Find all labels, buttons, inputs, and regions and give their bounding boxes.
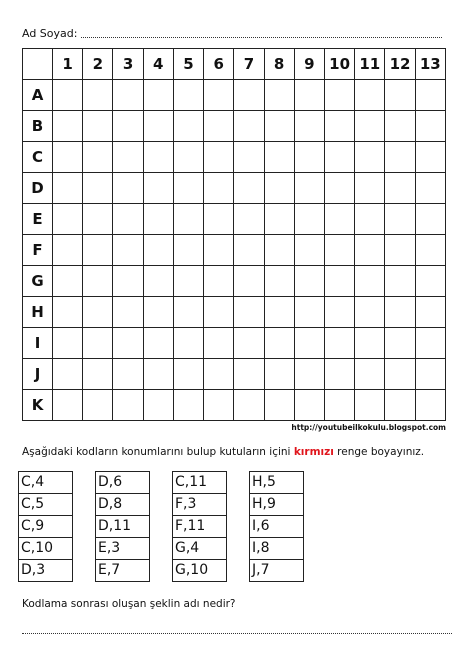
code-column (95, 471, 150, 582)
column-header: 3 (113, 49, 143, 80)
grid-cell[interactable] (324, 266, 354, 297)
grid-header-row (23, 49, 446, 80)
grid-cell[interactable] (415, 266, 445, 297)
grid-cell[interactable] (324, 142, 354, 173)
grid-cell[interactable] (234, 111, 264, 142)
row-header: G (23, 266, 53, 297)
grid-row (23, 266, 446, 297)
grid-cell[interactable] (294, 297, 324, 328)
instruction-after: renge boyayınız. (333, 446, 425, 458)
grid-cell[interactable] (143, 297, 173, 328)
grid-cell[interactable] (143, 235, 173, 266)
code-cell: H,5 (249, 471, 304, 494)
grid-cell[interactable] (264, 204, 294, 235)
column-header: 12 (385, 49, 415, 80)
grid-row (23, 328, 446, 359)
grid-cell[interactable] (204, 390, 234, 421)
column-header: 10 (324, 49, 354, 80)
code-cell: E,3 (95, 537, 150, 560)
grid-cell[interactable] (324, 111, 354, 142)
grid-cell[interactable] (324, 297, 354, 328)
grid-cell[interactable] (83, 359, 113, 390)
grid-cell[interactable] (204, 266, 234, 297)
code-cell: D,11 (95, 515, 150, 538)
code-cell: G,4 (172, 537, 227, 560)
grid-cell[interactable] (355, 142, 385, 173)
column-header: 4 (143, 49, 173, 80)
grid-cell[interactable] (385, 111, 415, 142)
grid-cell[interactable] (234, 390, 264, 421)
grid-cell[interactable] (53, 359, 83, 390)
row-header: H (23, 297, 53, 328)
grid-cell[interactable] (355, 390, 385, 421)
row-header: E (23, 204, 53, 235)
grid-cell[interactable] (234, 297, 264, 328)
grid-cell[interactable] (143, 80, 173, 111)
grid-row (23, 142, 446, 173)
column-header: 11 (355, 49, 385, 80)
grid-cell[interactable] (324, 359, 354, 390)
grid-cell[interactable] (143, 111, 173, 142)
grid-cell[interactable] (385, 359, 415, 390)
grid-cell[interactable] (53, 390, 83, 421)
grid-cell[interactable] (173, 328, 203, 359)
grid-cell[interactable] (234, 204, 264, 235)
grid-cell[interactable] (204, 204, 234, 235)
instruction-text (22, 446, 462, 458)
grid-cell[interactable] (415, 111, 445, 142)
grid-cell[interactable] (113, 266, 143, 297)
grid-cell[interactable] (204, 142, 234, 173)
grid-cell[interactable] (173, 266, 203, 297)
name-dotted-line[interactable] (81, 27, 442, 38)
grid-cell[interactable] (83, 80, 113, 111)
grid-cell[interactable] (264, 142, 294, 173)
code-cell: C,10 (18, 537, 73, 560)
grid-cell[interactable] (385, 142, 415, 173)
code-cell: C,9 (18, 515, 73, 538)
grid-cell[interactable] (83, 266, 113, 297)
grid-cell[interactable] (53, 142, 83, 173)
row-header: A (23, 80, 53, 111)
grid-cell[interactable] (83, 390, 113, 421)
grid-cell[interactable] (385, 173, 415, 204)
grid-cell[interactable] (234, 266, 264, 297)
grid-cell[interactable] (294, 328, 324, 359)
grid-cell[interactable] (143, 328, 173, 359)
grid-cell[interactable] (264, 390, 294, 421)
code-cell: F,11 (172, 515, 227, 538)
grid-cell[interactable] (294, 266, 324, 297)
grid-cell[interactable] (173, 80, 203, 111)
code-cell: C,5 (18, 493, 73, 516)
instruction-before: Aşağıdaki kodların konumlarını bulup kutuların içini (22, 446, 294, 458)
grid-cell[interactable] (385, 297, 415, 328)
grid-cell[interactable] (83, 235, 113, 266)
grid-cell[interactable] (415, 328, 445, 359)
grid-cell[interactable] (385, 235, 415, 266)
grid-cell[interactable] (234, 142, 264, 173)
grid-cell[interactable] (264, 359, 294, 390)
name-field[interactable] (22, 24, 442, 40)
code-list (18, 471, 304, 582)
row-header: C (23, 142, 53, 173)
grid-cell[interactable] (173, 111, 203, 142)
grid-cell[interactable] (415, 173, 445, 204)
grid-cell[interactable] (53, 235, 83, 266)
grid-cell[interactable] (204, 111, 234, 142)
row-header: D (23, 173, 53, 204)
grid-cell[interactable] (264, 297, 294, 328)
code-cell: E,7 (95, 559, 150, 582)
grid-cell[interactable] (264, 111, 294, 142)
grid-cell[interactable] (113, 111, 143, 142)
grid-cell[interactable] (143, 390, 173, 421)
code-cell: H,9 (249, 493, 304, 516)
grid-cell[interactable] (264, 266, 294, 297)
grid-row (23, 80, 446, 111)
grid-cell[interactable] (83, 142, 113, 173)
code-cell: I,8 (249, 537, 304, 560)
grid-cell[interactable] (113, 328, 143, 359)
grid-cell[interactable] (204, 297, 234, 328)
grid-cell[interactable] (173, 142, 203, 173)
grid-cell[interactable] (234, 328, 264, 359)
grid-cell[interactable] (143, 173, 173, 204)
grid-cell[interactable] (355, 328, 385, 359)
grid-cell[interactable] (83, 204, 113, 235)
grid-cell[interactable] (173, 173, 203, 204)
grid-cell[interactable] (113, 173, 143, 204)
grid-cell[interactable] (113, 235, 143, 266)
grid-cell[interactable] (83, 328, 113, 359)
answer-dotted-line[interactable] (22, 632, 452, 634)
grid-row (23, 359, 446, 390)
row-header: I (23, 328, 53, 359)
code-cell: G,10 (172, 559, 227, 582)
grid-cell[interactable] (143, 204, 173, 235)
code-column (249, 471, 304, 582)
grid-cell[interactable] (294, 173, 324, 204)
grid-cell[interactable] (53, 111, 83, 142)
code-cell: F,3 (172, 493, 227, 516)
code-cell: C,11 (172, 471, 227, 494)
column-header: 1 (53, 49, 83, 80)
grid-cell[interactable] (294, 204, 324, 235)
grid-cell[interactable] (385, 328, 415, 359)
grid-row (23, 173, 446, 204)
grid-cell[interactable] (113, 204, 143, 235)
grid-cell[interactable] (355, 173, 385, 204)
grid-cell[interactable] (385, 204, 415, 235)
grid-cell[interactable] (294, 142, 324, 173)
code-cell: D,3 (18, 559, 73, 582)
grid-cell[interactable] (83, 111, 113, 142)
grid-cell[interactable] (264, 173, 294, 204)
code-cell: J,7 (249, 559, 304, 582)
grid-cell[interactable] (173, 204, 203, 235)
instruction-highlight: kırmızı (293, 446, 334, 458)
grid-row (23, 204, 446, 235)
grid-cell[interactable] (204, 359, 234, 390)
grid-cell[interactable] (324, 204, 354, 235)
grid-cell[interactable] (294, 390, 324, 421)
grid-cell[interactable] (173, 297, 203, 328)
grid-cell[interactable] (53, 266, 83, 297)
grid-row (23, 235, 446, 266)
grid-cell[interactable] (355, 359, 385, 390)
grid-cell[interactable] (355, 297, 385, 328)
grid-cell[interactable] (294, 80, 324, 111)
grid-cell[interactable] (234, 173, 264, 204)
column-header: 2 (83, 49, 113, 80)
grid-cell[interactable] (234, 235, 264, 266)
grid-cell[interactable] (53, 297, 83, 328)
grid-cell[interactable] (143, 359, 173, 390)
grid-cell[interactable] (53, 328, 83, 359)
grid-cell[interactable] (264, 80, 294, 111)
grid-cell[interactable] (53, 80, 83, 111)
row-header: B (23, 111, 53, 142)
grid-cell[interactable] (294, 235, 324, 266)
code-column (172, 471, 227, 582)
grid-cell[interactable] (143, 266, 173, 297)
grid-cell[interactable] (415, 359, 445, 390)
grid-cell[interactable] (355, 204, 385, 235)
grid-cell[interactable] (113, 142, 143, 173)
grid-cell[interactable] (204, 328, 234, 359)
grid-cell[interactable] (173, 235, 203, 266)
grid-cell[interactable] (355, 80, 385, 111)
code-cell: D,6 (95, 471, 150, 494)
column-header: 7 (234, 49, 264, 80)
row-header: K (23, 390, 53, 421)
grid-cell[interactable] (204, 173, 234, 204)
grid-cell[interactable] (324, 328, 354, 359)
grid-cell[interactable] (415, 297, 445, 328)
grid-row (23, 297, 446, 328)
column-header: 6 (204, 49, 234, 80)
grid-cell[interactable] (415, 390, 445, 421)
question-text: Kodlama sonrası oluşan şeklin adı nedir? (22, 598, 236, 610)
grid-cell[interactable] (294, 359, 324, 390)
grid-cell[interactable] (204, 235, 234, 266)
grid-cell[interactable] (294, 111, 324, 142)
grid-cell[interactable] (385, 390, 415, 421)
grid-cell[interactable] (143, 142, 173, 173)
grid-cell[interactable] (204, 80, 234, 111)
name-label: Ad Soyad: (22, 27, 78, 40)
column-header: 9 (294, 49, 324, 80)
grid-cell[interactable] (234, 80, 264, 111)
row-header: J (23, 359, 53, 390)
grid-cell[interactable] (355, 266, 385, 297)
grid-cell[interactable] (264, 235, 294, 266)
grid-cell[interactable] (324, 235, 354, 266)
grid-cell[interactable] (415, 235, 445, 266)
grid-cell[interactable] (173, 390, 203, 421)
code-cell: D,8 (95, 493, 150, 516)
grid-cell[interactable] (113, 80, 143, 111)
grid-cell[interactable] (234, 359, 264, 390)
grid-cell[interactable] (415, 142, 445, 173)
grid-corner-cell (23, 49, 53, 80)
column-header: 5 (173, 49, 203, 80)
grid-cell[interactable] (324, 173, 354, 204)
column-header: 8 (264, 49, 294, 80)
grid-cell[interactable] (355, 111, 385, 142)
column-header: 13 (415, 49, 445, 80)
grid-cell[interactable] (385, 80, 415, 111)
code-column (18, 471, 73, 582)
grid-cell[interactable] (53, 173, 83, 204)
grid-cell[interactable] (324, 390, 354, 421)
coordinate-grid (22, 48, 446, 421)
source-url: http://youtubeilkokulu.blogspot.com (291, 423, 446, 432)
grid-cell[interactable] (355, 235, 385, 266)
grid-cell[interactable] (113, 390, 143, 421)
grid-cell[interactable] (83, 173, 113, 204)
grid-cell[interactable] (264, 328, 294, 359)
grid-cell[interactable] (415, 80, 445, 111)
grid-cell[interactable] (324, 80, 354, 111)
grid-cell[interactable] (173, 359, 203, 390)
grid-cell[interactable] (385, 266, 415, 297)
row-header: F (23, 235, 53, 266)
grid-cell[interactable] (83, 297, 113, 328)
grid-cell[interactable] (113, 297, 143, 328)
grid-cell[interactable] (113, 359, 143, 390)
grid-row (23, 111, 446, 142)
grid-cell[interactable] (415, 204, 445, 235)
code-cell: I,6 (249, 515, 304, 538)
grid-cell[interactable] (53, 204, 83, 235)
code-cell: C,4 (18, 471, 73, 494)
grid-row (23, 390, 446, 421)
